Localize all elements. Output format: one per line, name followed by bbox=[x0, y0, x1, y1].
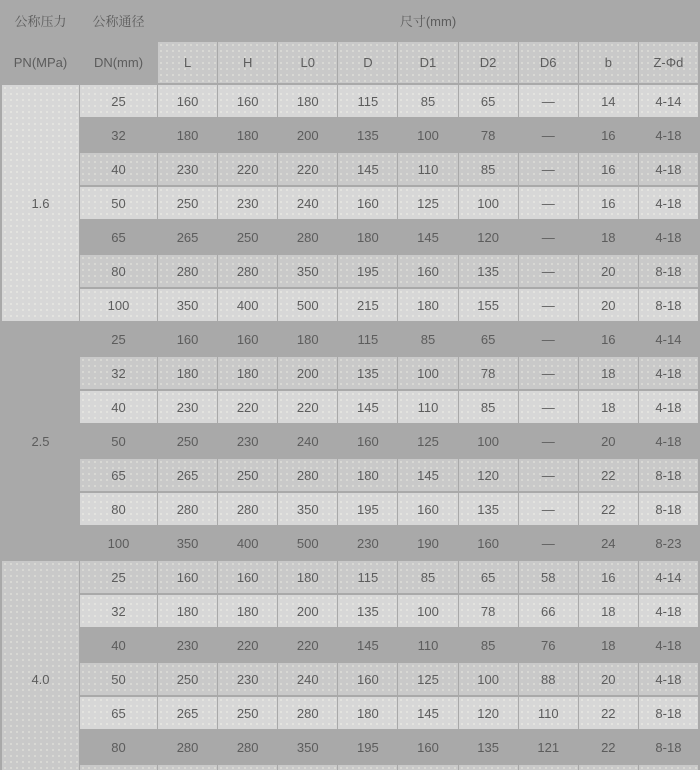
dim-value-cell: 22 bbox=[579, 731, 638, 763]
dim-value-cell bbox=[158, 765, 217, 770]
dim-value-cell: 18 bbox=[579, 357, 638, 389]
dim-value-cell: 120 bbox=[459, 221, 518, 253]
dim-value-cell: 350 bbox=[278, 731, 337, 763]
dim-value-cell bbox=[639, 765, 698, 770]
dim-value-cell: — bbox=[519, 221, 578, 253]
dim-value-cell: 220 bbox=[278, 629, 337, 661]
dim-value-cell: 160 bbox=[459, 527, 518, 559]
dim-value-cell: 4-14 bbox=[639, 561, 698, 593]
dim-value-cell: 8-18 bbox=[639, 697, 698, 729]
dim-value-cell: 4-18 bbox=[639, 153, 698, 185]
dim-value-cell: 160 bbox=[338, 663, 397, 695]
dim-value-cell: — bbox=[519, 527, 578, 559]
dn-cell: 80 bbox=[80, 731, 157, 763]
dim-value-cell: 58 bbox=[519, 561, 578, 593]
dim-col-header: D bbox=[338, 42, 397, 83]
dim-value-cell: 18 bbox=[579, 221, 638, 253]
dim-value-cell: 135 bbox=[338, 119, 397, 151]
dim-value-cell bbox=[218, 765, 277, 770]
dim-value-cell: 100 bbox=[459, 425, 518, 457]
dim-value-cell: 135 bbox=[338, 595, 397, 627]
dim-value-cell: 85 bbox=[459, 391, 518, 423]
dim-value-cell: — bbox=[519, 459, 578, 491]
dim-value-cell: 280 bbox=[218, 255, 277, 287]
dim-value-cell: 65 bbox=[459, 561, 518, 593]
dn-cell: 25 bbox=[80, 323, 157, 355]
dim-value-cell: 230 bbox=[158, 391, 217, 423]
dim-col-header: D6 bbox=[519, 42, 578, 83]
dim-value-cell: 250 bbox=[218, 697, 277, 729]
dim-value-cell bbox=[519, 765, 578, 770]
dim-value-cell: 76 bbox=[519, 629, 578, 661]
dim-value-cell: 4-14 bbox=[639, 85, 698, 117]
dim-value-cell: 16 bbox=[579, 323, 638, 355]
dim-value-cell: 78 bbox=[459, 357, 518, 389]
dim-value-cell: — bbox=[519, 255, 578, 287]
dim-value-cell: 4-18 bbox=[639, 187, 698, 219]
dim-value-cell: 180 bbox=[278, 323, 337, 355]
dim-value-cell: 4-18 bbox=[639, 391, 698, 423]
dim-value-cell: 8-18 bbox=[639, 731, 698, 763]
dim-value-cell: 280 bbox=[158, 255, 217, 287]
dim-value-cell: 180 bbox=[278, 85, 337, 117]
dim-value-cell: 180 bbox=[218, 595, 277, 627]
dim-value-cell: 250 bbox=[218, 221, 277, 253]
dim-value-cell: 18 bbox=[579, 595, 638, 627]
dim-value-cell: 230 bbox=[158, 153, 217, 185]
dim-value-cell: 85 bbox=[398, 85, 457, 117]
dim-value-cell: 400 bbox=[218, 527, 277, 559]
dim-value-cell: 350 bbox=[278, 255, 337, 287]
dim-value-cell: — bbox=[519, 425, 578, 457]
dim-value-cell: 200 bbox=[278, 119, 337, 151]
dim-value-cell: 230 bbox=[218, 425, 277, 457]
dim-value-cell: 180 bbox=[398, 289, 457, 321]
dim-value-cell: 280 bbox=[278, 697, 337, 729]
pn-group-cell: 1.6 bbox=[2, 85, 79, 321]
dim-value-cell: 190 bbox=[398, 527, 457, 559]
dim-value-cell: 160 bbox=[158, 85, 217, 117]
dim-value-cell: 500 bbox=[278, 527, 337, 559]
dn-cell: 100 bbox=[80, 527, 157, 559]
dim-value-cell: 120 bbox=[459, 459, 518, 491]
dim-value-cell: 220 bbox=[218, 153, 277, 185]
dim-value-cell: 350 bbox=[158, 527, 217, 559]
dim-col-header: D2 bbox=[459, 42, 518, 83]
dn-cell: 80 bbox=[80, 493, 157, 525]
dim-value-cell: 250 bbox=[218, 459, 277, 491]
dim-value-cell: 160 bbox=[398, 493, 457, 525]
dim-value-cell bbox=[579, 765, 638, 770]
dim-value-cell: 121 bbox=[519, 731, 578, 763]
dim-value-cell: 220 bbox=[218, 391, 277, 423]
dn-cell: 32 bbox=[80, 119, 157, 151]
dim-value-cell: 4-18 bbox=[639, 425, 698, 457]
dim-value-cell: 4-14 bbox=[639, 323, 698, 355]
dim-value-cell: 16 bbox=[579, 153, 638, 185]
dim-value-cell: 160 bbox=[158, 561, 217, 593]
dim-value-cell: 22 bbox=[579, 493, 638, 525]
dim-value-cell: 135 bbox=[459, 493, 518, 525]
dim-value-cell: 220 bbox=[218, 629, 277, 661]
dim-value-cell: 100 bbox=[459, 663, 518, 695]
dim-col-header: Z-Φd bbox=[639, 42, 698, 83]
dim-value-cell: 160 bbox=[338, 425, 397, 457]
dim-value-cell: 180 bbox=[158, 119, 217, 151]
dn-cell: 32 bbox=[80, 595, 157, 627]
dim-value-cell: 8-18 bbox=[639, 255, 698, 287]
dim-value-cell: 135 bbox=[338, 357, 397, 389]
dim-value-cell: — bbox=[519, 153, 578, 185]
dim-col-header: D1 bbox=[398, 42, 457, 83]
dn-cell: 65 bbox=[80, 221, 157, 253]
dim-value-cell: 18 bbox=[579, 629, 638, 661]
dim-value-cell: 195 bbox=[338, 731, 397, 763]
dim-value-cell: 280 bbox=[158, 731, 217, 763]
dim-value-cell: 500 bbox=[278, 289, 337, 321]
dim-value-cell: 66 bbox=[519, 595, 578, 627]
dim-value-cell: 145 bbox=[338, 153, 397, 185]
dim-value-cell: 215 bbox=[338, 289, 397, 321]
dim-value-cell: — bbox=[519, 323, 578, 355]
dim-value-cell: 4-18 bbox=[639, 595, 698, 627]
dim-value-cell: 100 bbox=[398, 595, 457, 627]
dim-value-cell: — bbox=[519, 119, 578, 151]
dn-cell: 40 bbox=[80, 391, 157, 423]
dim-value-cell: 4-18 bbox=[639, 629, 698, 661]
dim-value-cell: 280 bbox=[218, 731, 277, 763]
dim-value-cell: 4-18 bbox=[639, 663, 698, 695]
dim-value-cell: 145 bbox=[398, 697, 457, 729]
dim-value-cell: 20 bbox=[579, 425, 638, 457]
dim-value-cell: 240 bbox=[278, 425, 337, 457]
dim-value-cell: — bbox=[519, 493, 578, 525]
dim-col-header: b bbox=[579, 42, 638, 83]
dim-value-cell: 16 bbox=[579, 119, 638, 151]
dim-value-cell: 145 bbox=[338, 629, 397, 661]
dim-value-cell: 85 bbox=[459, 629, 518, 661]
dim-value-cell: 125 bbox=[398, 425, 457, 457]
dim-value-cell: 155 bbox=[459, 289, 518, 321]
dim-value-cell: 280 bbox=[158, 493, 217, 525]
dim-value-cell: 18 bbox=[579, 391, 638, 423]
dim-value-cell: 115 bbox=[338, 561, 397, 593]
dim-value-cell: 160 bbox=[398, 731, 457, 763]
dim-value-cell: 110 bbox=[398, 629, 457, 661]
dim-value-cell: — bbox=[519, 391, 578, 423]
dim-value-cell: 240 bbox=[278, 187, 337, 219]
dim-value-cell: 350 bbox=[158, 289, 217, 321]
dim-value-cell: 180 bbox=[158, 357, 217, 389]
dim-value-cell: 145 bbox=[338, 391, 397, 423]
dim-value-cell: 180 bbox=[158, 595, 217, 627]
dim-value-cell: 180 bbox=[278, 561, 337, 593]
dim-value-cell: 145 bbox=[398, 459, 457, 491]
dim-value-cell: 4-18 bbox=[639, 221, 698, 253]
dn-cell: 50 bbox=[80, 663, 157, 695]
dn-cell: 40 bbox=[80, 153, 157, 185]
dim-value-cell: 120 bbox=[459, 697, 518, 729]
dim-value-cell: 160 bbox=[218, 561, 277, 593]
dn-cell: 65 bbox=[80, 459, 157, 491]
dim-value-cell: 135 bbox=[459, 731, 518, 763]
dim-value-cell: 230 bbox=[218, 663, 277, 695]
dn-cell: 80 bbox=[80, 255, 157, 287]
dim-value-cell: 180 bbox=[218, 119, 277, 151]
dim-value-cell: 250 bbox=[158, 425, 217, 457]
dim-value-cell: 78 bbox=[459, 595, 518, 627]
dim-value-cell: 160 bbox=[158, 323, 217, 355]
dim-value-cell: 8-18 bbox=[639, 459, 698, 491]
dims-section-title: 尺寸(mm) bbox=[158, 0, 698, 40]
dn-cell: 50 bbox=[80, 187, 157, 219]
dim-value-cell: 160 bbox=[398, 255, 457, 287]
dim-value-cell: 88 bbox=[519, 663, 578, 695]
dim-value-cell: 65 bbox=[459, 323, 518, 355]
dim-value-cell: 145 bbox=[398, 221, 457, 253]
dim-value-cell: 195 bbox=[338, 255, 397, 287]
dim-value-cell: 180 bbox=[338, 697, 397, 729]
dim-value-cell: 200 bbox=[278, 357, 337, 389]
dim-value-cell: 160 bbox=[218, 323, 277, 355]
dim-value-cell: 22 bbox=[579, 459, 638, 491]
dim-value-cell: 250 bbox=[158, 663, 217, 695]
dim-value-cell: 125 bbox=[398, 663, 457, 695]
dn-cell: 25 bbox=[80, 561, 157, 593]
dim-value-cell: 160 bbox=[218, 85, 277, 117]
dim-value-cell: 115 bbox=[338, 85, 397, 117]
dim-value-cell: 280 bbox=[278, 221, 337, 253]
dim-value-cell: 110 bbox=[519, 697, 578, 729]
dim-value-cell: 8-18 bbox=[639, 493, 698, 525]
dim-value-cell: 230 bbox=[338, 527, 397, 559]
dim-value-cell: 20 bbox=[579, 255, 638, 287]
dim-value-cell: 135 bbox=[459, 255, 518, 287]
dim-value-cell: 14 bbox=[579, 85, 638, 117]
dn-cell: 32 bbox=[80, 357, 157, 389]
dn-column-title: 公称通径 bbox=[80, 0, 157, 40]
dim-col-header: L bbox=[158, 42, 217, 83]
dim-value-cell: 195 bbox=[338, 493, 397, 525]
dim-value-cell: 125 bbox=[398, 187, 457, 219]
dim-value-cell: 85 bbox=[459, 153, 518, 185]
dim-value-cell: — bbox=[519, 85, 578, 117]
dim-value-cell: — bbox=[519, 289, 578, 321]
dim-value-cell: 78 bbox=[459, 119, 518, 151]
dim-value-cell: 350 bbox=[278, 493, 337, 525]
dim-value-cell: 4-18 bbox=[639, 357, 698, 389]
dim-value-cell: 400 bbox=[218, 289, 277, 321]
dim-value-cell: 220 bbox=[278, 153, 337, 185]
dim-value-cell bbox=[278, 765, 337, 770]
dim-value-cell: 265 bbox=[158, 697, 217, 729]
dim-value-cell: 240 bbox=[278, 663, 337, 695]
dim-value-cell: 265 bbox=[158, 459, 217, 491]
pn-column-unit: PN(MPa) bbox=[2, 42, 79, 83]
dim-value-cell: 280 bbox=[218, 493, 277, 525]
dim-value-cell: 8-23 bbox=[639, 527, 698, 559]
dn-cell bbox=[80, 765, 157, 770]
dim-value-cell: — bbox=[519, 357, 578, 389]
dim-value-cell: 230 bbox=[218, 187, 277, 219]
dim-value-cell: 160 bbox=[338, 187, 397, 219]
dn-cell: 25 bbox=[80, 85, 157, 117]
dim-value-cell: 110 bbox=[398, 391, 457, 423]
dim-value-cell bbox=[398, 765, 457, 770]
dim-value-cell: 110 bbox=[398, 153, 457, 185]
dim-value-cell: 85 bbox=[398, 323, 457, 355]
dim-value-cell: 100 bbox=[398, 119, 457, 151]
dim-value-cell: — bbox=[519, 187, 578, 219]
dn-column-unit: DN(mm) bbox=[80, 42, 157, 83]
dimensions-table bbox=[2, 0, 698, 770]
pn-group-cell: 2.5 bbox=[2, 323, 79, 559]
pn-column-title: 公称压力 bbox=[2, 0, 79, 40]
dim-value-cell: 20 bbox=[579, 289, 638, 321]
dim-value-cell: 280 bbox=[278, 459, 337, 491]
dim-col-header: L0 bbox=[278, 42, 337, 83]
dim-value-cell bbox=[338, 765, 397, 770]
dim-value-cell: 265 bbox=[158, 221, 217, 253]
dn-cell: 65 bbox=[80, 697, 157, 729]
dim-value-cell: 8-18 bbox=[639, 289, 698, 321]
dim-value-cell: 22 bbox=[579, 697, 638, 729]
dim-value-cell: 20 bbox=[579, 663, 638, 695]
dim-value-cell: 230 bbox=[158, 629, 217, 661]
dn-cell: 100 bbox=[80, 289, 157, 321]
dim-value-cell: 16 bbox=[579, 187, 638, 219]
dim-value-cell: 180 bbox=[218, 357, 277, 389]
dim-value-cell: 100 bbox=[398, 357, 457, 389]
dim-value-cell: 115 bbox=[338, 323, 397, 355]
dim-value-cell: 220 bbox=[278, 391, 337, 423]
dim-col-header: H bbox=[218, 42, 277, 83]
dn-cell: 50 bbox=[80, 425, 157, 457]
dim-value-cell: 200 bbox=[278, 595, 337, 627]
dn-cell: 40 bbox=[80, 629, 157, 661]
dim-value-cell: 250 bbox=[158, 187, 217, 219]
dim-value-cell: 65 bbox=[459, 85, 518, 117]
dim-value-cell: 180 bbox=[338, 221, 397, 253]
dim-value-cell: 16 bbox=[579, 561, 638, 593]
dim-value-cell: 4-18 bbox=[639, 119, 698, 151]
dim-value-cell bbox=[459, 765, 518, 770]
dim-value-cell: 85 bbox=[398, 561, 457, 593]
dim-value-cell: 24 bbox=[579, 527, 638, 559]
dim-value-cell: 180 bbox=[338, 459, 397, 491]
dim-value-cell: 100 bbox=[459, 187, 518, 219]
pn-group-cell: 4.0 bbox=[2, 561, 79, 770]
